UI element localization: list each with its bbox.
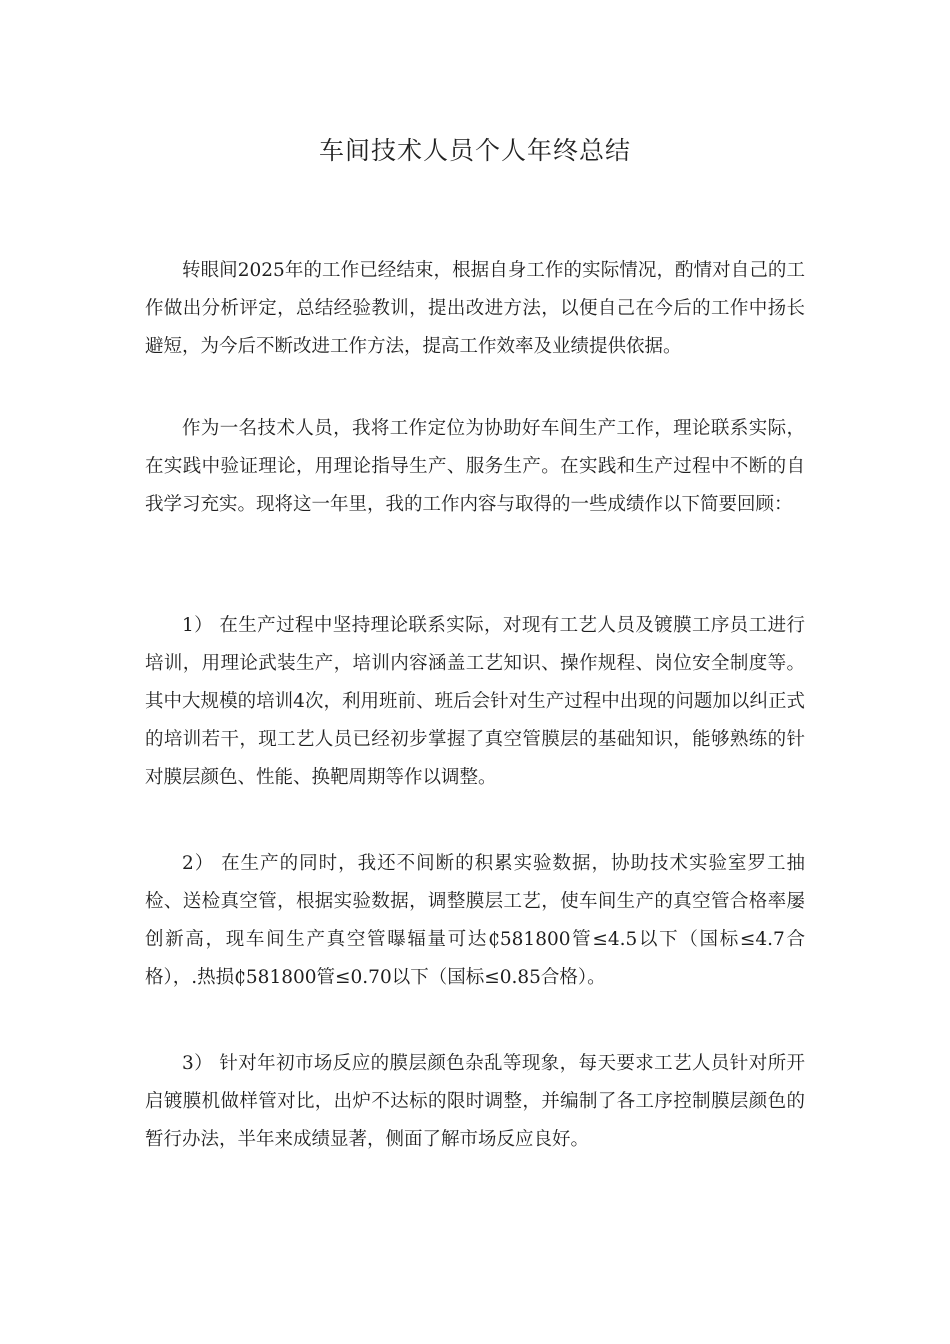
role-paragraph: 作为一名技术人员，我将工作定位为协助好车间生产工作，理论联系实际，在实践中验证理论，用理论指导生产、服务生产。在实践和生产过程中不断的自我学习充实。现将这一年里，我的工作内容与取得的一些成绩作以下简要回顾：: [145, 418, 805, 515]
item-2-paragraph: 2） 在生产的同时，我还不间断的积累实验数据，协助技术实验室罗工抽检、送检真空管，根据实验数据，调整膜层工艺，使车间生产的真空管合格率屡创新高，现车间生产真空管曝辐量可达₵581800管≤4.5以下（国标≤4.7合格），.热损₵581800管≤0.70以下（国标≤0.85合格）。: [145, 853, 805, 988]
item-1-paragraph: 1） 在生产过程中坚持理论联系实际，对现有工艺人员及镀膜工序员工进行培训，用理论武装生产，培训内容涵盖工艺知识、操作规程、岗位安全制度等。其中大规模的培训4次，利用班前、班后会针对生产过程中出现的问题加以纠正式的培训若干，现工艺人员已经初步掌握了真空管膜层的基础知识，能够熟练的针对膜层颜色、性能、换靶周期等作以调整。: [145, 615, 805, 788]
intro-paragraph: 转眼间2025年的工作已经结束，根据自身工作的实际情况，酌情对自己的工作做出分析评定，总结经验教训，提出改进方法，以便自己在今后的工作中扬长避短，为今后不断改进工作方法，提高工作效率及业绩提供依据。: [145, 260, 805, 357]
item-3-paragraph: 3） 针对年初市场反应的膜层颜色杂乱等现象，每天要求工艺人员针对所开启镀膜机做样管对比，出炉不达标的限时调整，并编制了各工序控制膜层颜色的暂行办法，半年来成绩显著，侧面了解市场反应良好。: [145, 1053, 805, 1150]
document-title: 车间技术人员个人年终总结: [318, 136, 631, 165]
